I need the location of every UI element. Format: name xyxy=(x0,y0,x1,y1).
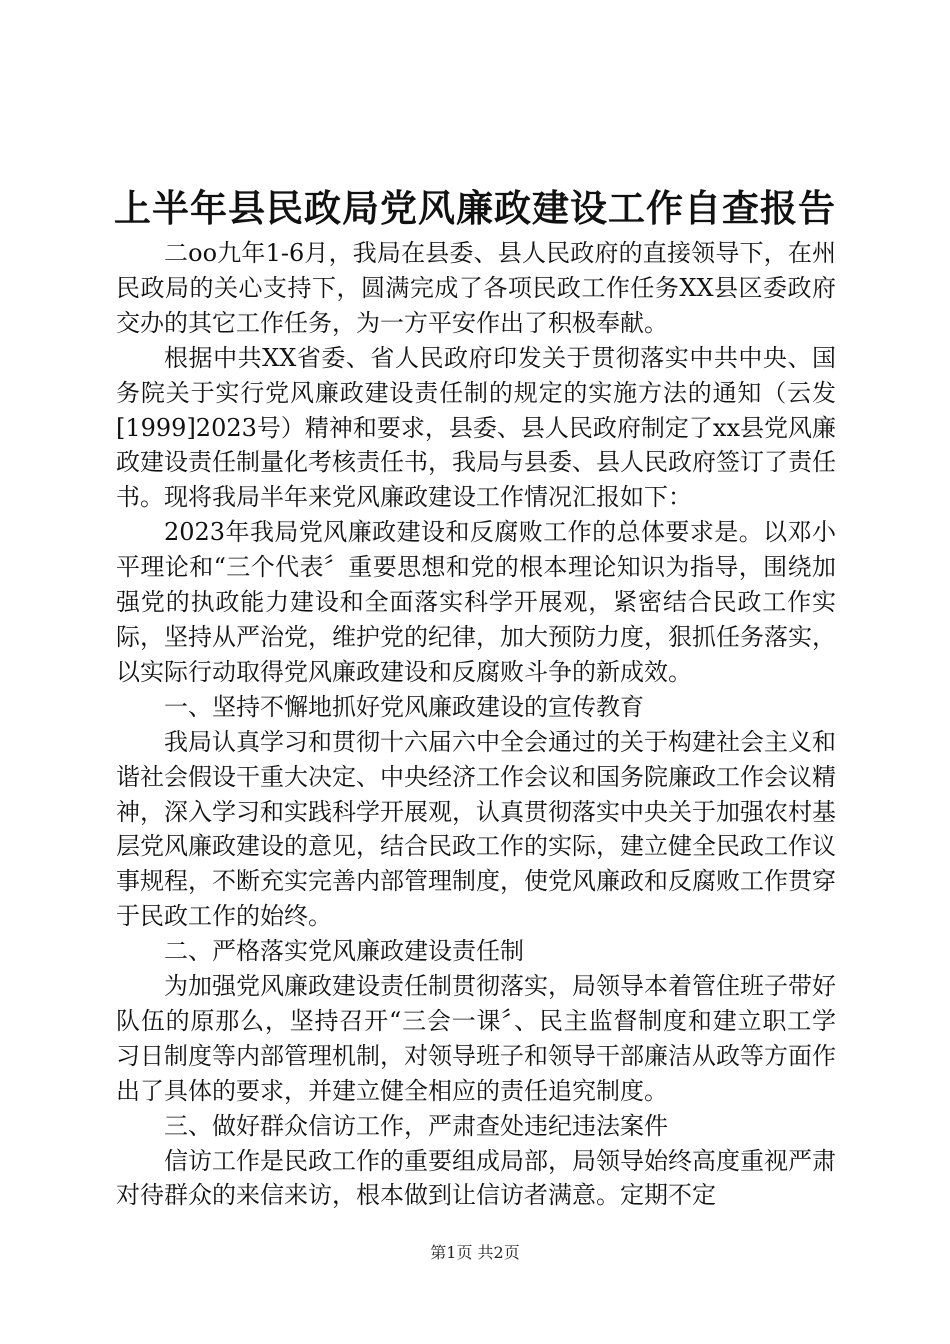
paragraph-section-3: 信访工作是民政工作的重要组成局部，局领导始终高度重视严肃对待群众的来信来访，根本做到让信访者满意。定期不定 xyxy=(116,1146,836,1210)
section-heading-2: 二、严格落实党风廉政建设责任制 xyxy=(164,937,524,966)
paragraph-intro: 二oo九年1-6月，我局在县委、县人民政府的直接领导下，在州民政局的关心支持下，圆满完成了各项民政工作任务XX县区委政府交办的其它工作任务，为一方平安作出了积极奉献。 xyxy=(116,239,836,337)
paragraph-basis: 根据中共XX省委、省人民政府印发关于贯彻落实中共中央、国务院关于实行党风廉政建设责任制的规定的实施方法的通知（云发[1999]2023号）精神和要求，县委、县人民政府制定了xx县党风廉政建设责任制量化考核责任书，我局与县委、县人民政府签订了责任书。现将我局半年来党风廉政建设工作情况汇报如下： xyxy=(116,343,836,512)
document-title: 上半年县民政局党风廉政建设工作自查报告 xyxy=(114,186,836,230)
section-heading-1: 一、坚持不懈地抓好党风廉政建设的宣传教育 xyxy=(164,692,644,721)
document-body xyxy=(116,236,836,1213)
section-heading-3: 三、做好群众信访工作，严肃查处违纪违法案件 xyxy=(164,1111,668,1140)
page-number-footer: 第1页 共2页 xyxy=(430,1243,520,1262)
paragraph-overall-requirements: 2023年我局党风廉政建设和反腐败工作的总体要求是。以邓小平理论和“三个代表〞重要思想和党的根本理论知识为指导，围绕加强党的执政能力建设和全面落实科学开展观，紧密结合民政工作实际，坚持从严治党，维护党的纪律，加大预防力度，狠抓任务落实，以实际行动取得党风廉政建设和反腐败斗争的新成效。 xyxy=(116,518,836,686)
paragraph-section-1: 我局认真学习和贯彻十六届六中全会通过的关于构建社会主义和谐社会假设干重大决定、中央经济工作会议和国务院廉政工作会议精神，深入学习和实践科学开展观，认真贯彻落实中央关于加强农村基层党风廉政建设的意见，结合民政工作的实际，建立健全民政工作议事规程，不断充实完善内部管理制度，使党风廉政和反腐败工作贯穿于民政工作的始终。 xyxy=(116,727,836,931)
paragraph-section-2: 为加强党风廉政建设责任制贯彻落实，局领导本着管住班子带好队伍的原那么，坚持召开“三会一课〞、民主监督制度和建立职工学习日制度等内部管理机制，对领导班子和领导干部廉洁从政等方面作出了具体的要求，并建立健全相应的责任追究制度。 xyxy=(116,972,836,1105)
